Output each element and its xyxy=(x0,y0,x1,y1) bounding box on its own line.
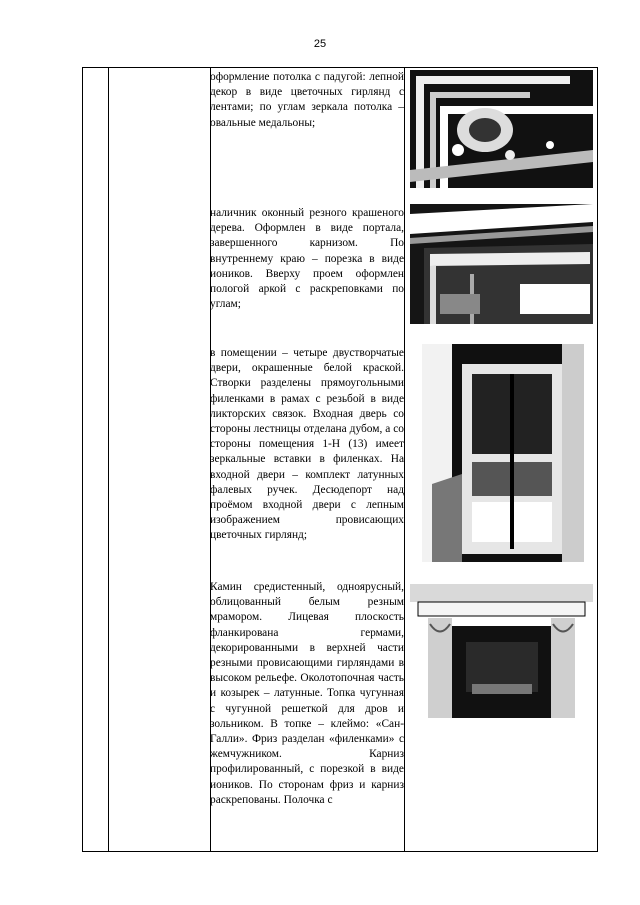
description-text: оформление потолка с падугой: лепной декор в виде цветочных гирлянд с лентами; по углам зеркала потолка – овальные медальоны; xyxy=(210,71,404,129)
fireplace-photo-icon xyxy=(410,584,593,718)
table-column-divider xyxy=(82,68,83,851)
description-text: наличник оконный резного крашеного дерева. Оформлен в виде портала, завершенного карнизом. По внутреннему краю – порезка в виде иоников. Вверху проем оформлен пологой аркой с раскреповками по углам; xyxy=(210,207,404,311)
object-table xyxy=(82,67,598,852)
table-row xyxy=(210,580,404,808)
ceiling-corner-photo-icon xyxy=(410,70,593,188)
page-number: 25 xyxy=(313,38,327,50)
table-row xyxy=(210,70,404,131)
table-column-divider xyxy=(108,68,109,851)
table-row xyxy=(210,346,404,544)
door-photo-icon xyxy=(422,344,584,562)
table-row xyxy=(210,206,404,312)
description-text: Камин средистенный, одноярусный, облицованный белым резным мрамором. Лицевая плоскость фланкирована гермами, декорированными в верхней части резными провисающими гирляндами в высоком рельефе. Околотопочная часть и козырек – латунные. Топка чугунная с чугунной решеткой для дров и зольником. В топке – клеймо: «Сан-Галли». Фриз разделан «филенками» с жемчужником. Карниз профилированный, с порезкой в виде иоников. По сторонам фриз и карниз раскрепованы. Полочка с xyxy=(210,581,404,806)
table-column-divider xyxy=(404,68,405,851)
table-column-divider xyxy=(597,68,598,851)
window-frame-photo-icon xyxy=(410,204,593,324)
description-text: в помещении – четыре двустворчатые двери, окрашенные белой краской. Створки разделены прямоугольными филенками в рамах с резьбой в виде ликторских связок. Входная дверь со стороны лестницы отделана дубом, а со стороны помещения 1-Н (13) имеет зеркальные вставки в филенках. На входной двери – комплект латунных фалевых ручек. Десюдепорт над проёмом входной двери с лепным изображением провисающих цветочных гирлянд; xyxy=(210,347,404,542)
